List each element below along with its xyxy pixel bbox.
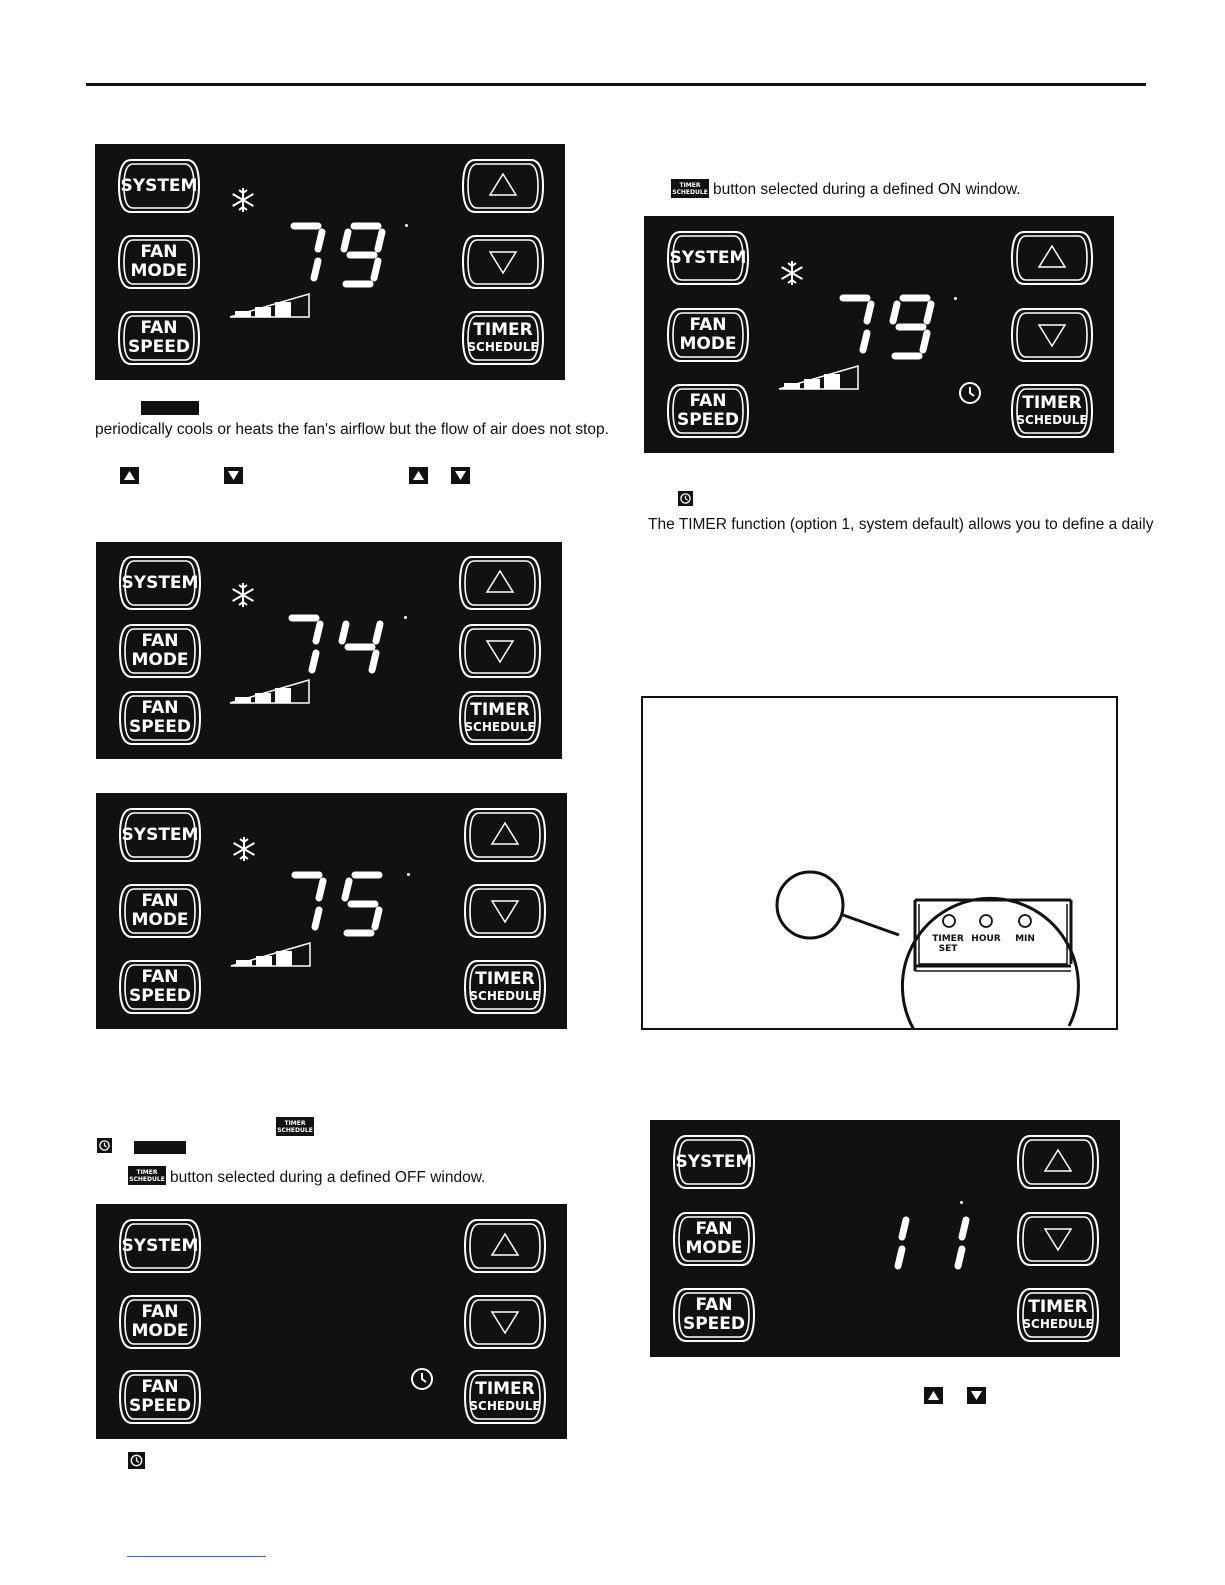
clock-icon (128, 1452, 145, 1469)
timer-schedule-icon: TIMER SCHEDULE (671, 179, 709, 198)
system-button[interactable] (117, 158, 201, 214)
snowflake-icon (778, 259, 806, 292)
clock-icon (678, 491, 693, 506)
control-panel-1 (95, 144, 565, 380)
clock-icon (957, 380, 983, 411)
temperature-readout (276, 222, 390, 288)
fan-mode-button[interactable] (118, 1294, 202, 1350)
fan-speed-bars (230, 942, 312, 973)
fan-mode-label: FAN MODE (130, 242, 188, 281)
timer-schedule-label: TIMER SCHEDULE (464, 699, 536, 734)
fan-mode-label: FAN MODE (685, 1218, 743, 1258)
timer-schedule-icon: TIMER SCHEDULE (128, 1166, 166, 1185)
fan-mode-button[interactable] (118, 883, 202, 939)
system-label: SYSTEM (121, 824, 199, 845)
header-rule (86, 83, 1146, 86)
fan-mode-label: FAN MODE (131, 630, 189, 670)
system-label: SYSTEM (120, 175, 198, 196)
snowflake-icon (230, 835, 258, 868)
system-button[interactable] (666, 230, 750, 286)
temp-down-button[interactable] (463, 1294, 547, 1350)
control-panel-6 (650, 1120, 1120, 1357)
footnote-link[interactable] (127, 1556, 266, 1557)
snowflake-icon (229, 581, 257, 614)
system-button[interactable] (118, 1218, 202, 1274)
triangle-up-icon (924, 1387, 943, 1404)
control-panel-2 (96, 542, 562, 759)
temp-up-button[interactable] (458, 555, 542, 611)
min-label: MIN (1015, 934, 1035, 944)
system-label: SYSTEM (675, 1151, 753, 1172)
timer-schedule-label: TIMER SCHEDULE (1022, 1296, 1094, 1331)
system-button[interactable] (118, 807, 202, 863)
temp-down-button[interactable] (1010, 307, 1094, 363)
fan-speed-bars (229, 679, 311, 710)
temperature-readout (274, 614, 388, 680)
fan-speed-label: FAN SPEED (128, 1376, 192, 1416)
fan-speed-label: FAN SPEED (127, 317, 191, 357)
temp-down-button[interactable] (463, 883, 547, 939)
timer-schedule-button[interactable] (463, 959, 547, 1015)
temp-up-button[interactable] (461, 158, 545, 214)
timer-schedule-button[interactable] (1016, 1287, 1100, 1343)
triangle-up-icon (463, 1218, 547, 1274)
triangle-up-icon (1016, 1134, 1100, 1190)
timer-schedule-label: TIMER SCHEDULE (1016, 392, 1088, 427)
timer-schedule-label: TIMER SCHEDULE (467, 319, 539, 354)
fan-mode-button[interactable] (118, 623, 202, 679)
temp-up-button[interactable] (1016, 1134, 1100, 1190)
degree-dot (404, 616, 407, 619)
fan-speed-label: FAN SPEED (682, 1294, 746, 1334)
fan-speed-bars (778, 365, 860, 396)
clock-icon (409, 1366, 435, 1397)
snowflake-icon (229, 186, 257, 219)
system-label: SYSTEM (121, 572, 199, 593)
triangle-down-icon (463, 883, 547, 939)
fan-speed-label: FAN SPEED (676, 390, 740, 430)
timer-off-chip (134, 1141, 186, 1154)
temperature-readout (825, 294, 939, 360)
fan-speed-button[interactable] (666, 383, 750, 439)
on-window-caption: button selected during a defined ON window. (713, 181, 1021, 198)
timer-schedule-button[interactable] (461, 310, 545, 366)
fan-mode-button[interactable] (666, 307, 750, 363)
temperature-readout (860, 1210, 974, 1276)
triangle-up-icon (461, 158, 545, 214)
triangle-up-icon (1010, 230, 1094, 286)
triangle-up-icon (463, 807, 547, 863)
temp-up-button[interactable] (463, 1218, 547, 1274)
timer-schedule-label: TIMER SCHEDULE (469, 1378, 541, 1413)
temp-up-button[interactable] (1010, 230, 1094, 286)
temp-down-button[interactable] (458, 623, 542, 679)
fan-speed-label: FAN SPEED (128, 966, 192, 1006)
money-saver-description: periodically cools or heats the fan's airflow but the flow of air does not stop. (95, 421, 609, 438)
temp-down-button[interactable] (461, 234, 545, 290)
triangle-down-icon (1016, 1211, 1100, 1267)
triangle-down-icon (451, 467, 470, 484)
remote-detail-illustration (641, 696, 1118, 1030)
triangle-down-icon (1010, 307, 1094, 363)
fan-speed-label: FAN SPEED (128, 697, 192, 737)
timer-schedule-button[interactable] (1010, 383, 1094, 439)
triangle-down-icon (224, 467, 243, 484)
fan-mode-label: FAN MODE (679, 314, 737, 354)
system-label: SYSTEM (121, 1235, 199, 1256)
triangle-down-icon (461, 234, 545, 290)
fan-speed-button[interactable] (118, 1369, 202, 1425)
triangle-down-icon (458, 623, 542, 679)
degree-dot (960, 1201, 963, 1204)
fan-speed-button[interactable] (117, 310, 201, 366)
degree-dot (405, 224, 408, 227)
fan-speed-button[interactable] (672, 1287, 756, 1343)
timer-schedule-icon: TIMER SCHEDULE (276, 1117, 314, 1136)
system-button[interactable] (672, 1134, 756, 1190)
timer-set-label: TIMER SET (932, 934, 964, 954)
clock-icon (97, 1138, 112, 1153)
degree-dot (407, 873, 410, 876)
control-panel-5 (644, 216, 1114, 453)
off-window-caption: button selected during a defined OFF window. (170, 1169, 486, 1186)
triangle-up-icon (409, 467, 428, 484)
control-panel-4 (96, 1204, 567, 1439)
temp-down-button[interactable] (1016, 1211, 1100, 1267)
system-label: SYSTEM (669, 247, 747, 268)
fan-mode-button[interactable] (117, 234, 201, 290)
timer-schedule-button[interactable] (463, 1369, 547, 1425)
money-saver-mode-chip (141, 401, 199, 415)
fan-mode-label: FAN MODE (131, 1301, 189, 1341)
temp-up-button[interactable] (463, 807, 547, 863)
fan-speed-button[interactable] (118, 690, 202, 746)
triangle-up-icon (458, 555, 542, 611)
hour-label: HOUR (971, 934, 1001, 944)
degree-dot (954, 297, 957, 300)
fan-mode-button[interactable] (672, 1211, 756, 1267)
control-panel-3 (96, 793, 567, 1029)
system-button[interactable] (118, 555, 202, 611)
timer-function-description: The TIMER function (option 1, system default) allows you to define a daily (648, 516, 1154, 533)
fan-speed-bars (229, 293, 311, 324)
triangle-down-icon (463, 1294, 547, 1350)
triangle-up-icon (120, 467, 139, 484)
fan-speed-button[interactable] (118, 959, 202, 1015)
fan-mode-label: FAN MODE (131, 891, 189, 930)
timer-schedule-label: TIMER SCHEDULE (469, 968, 541, 1003)
timer-schedule-button[interactable] (458, 690, 542, 746)
temperature-readout (277, 871, 391, 937)
triangle-down-icon (967, 1387, 986, 1404)
